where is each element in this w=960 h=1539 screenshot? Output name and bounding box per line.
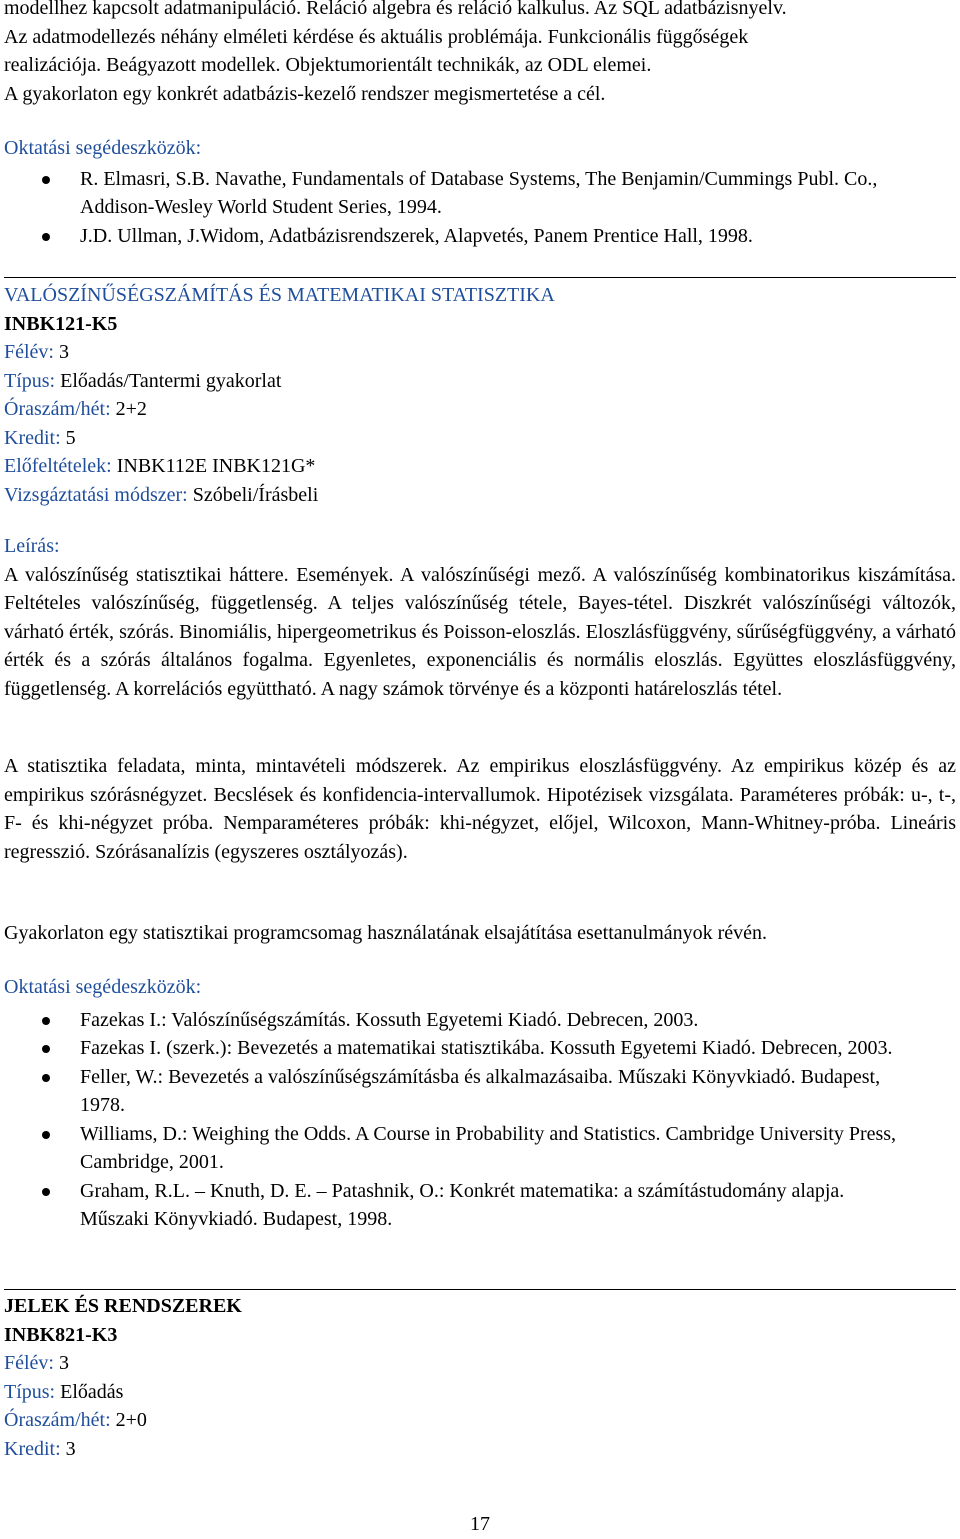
description-paragraph-2 [4,752,956,866]
semester-value: 3 [54,341,69,363]
description-paragraph: A valószínűség statisztikai háttere. Események. A valószínűségi mező. A valószínűség kombinatorikus kiszámítása. Feltételes valószínűség, függetlenség. A teljes valószínűség tétele, Bayes-tétel. Diszkrét valószínűségi változók, várható érték, szórás. Binomiális, hipergeometrikus és Poisson-eloszlás. Eloszlásfüggvény, sűrűségfüggvény, a várható érték és a szórás általános fogalma. Egyenletes, exponenciális és normális eloszlás. Együttes eloszlásfüggvény, függetlenség. A korrelációs együttható. A nagy számok törvénye és a központi határeloszlás tétel. [4,563,956,700]
course-title: JELEK ÉS RENDSZEREK [4,1295,242,1317]
semester-row [4,1349,956,1378]
description-section [4,532,956,703]
hours-row [4,395,956,424]
type-label: Típus: [4,369,56,392]
credit-label: Kredit: [4,426,61,449]
hours-value: 2+0 [110,1409,147,1431]
type-row [4,1378,956,1407]
section-divider [4,1289,956,1290]
course-header-2 [4,1292,956,1463]
credit-label: Kredit: [4,1437,61,1460]
exam-row [4,481,956,510]
semester-row [4,338,956,367]
tools-section-1 [4,134,956,250]
type-value: Előadás/Tantermi gyakorlat [55,369,282,392]
reference-item: Feller, W.: Bevezetés a valószínűségszámításba és alkalmazásaiba. Műszaki Könyvkiadó. Budapest, 1978. [4,1063,916,1120]
section-divider [4,277,956,278]
reference-item: Graham, R.L. – Knuth, D. E. – Patashnik, O.: Konkrét matematika: a számítástudomány alapja. Műszaki Könyvkiadó. Budapest, 1998. [4,1177,916,1234]
prereq-row [4,452,956,481]
intro-line: realizációja. Beágyazott modellek. Objektumorientált technikák, az ODL elemei. [4,54,652,76]
course-code: INBK821-K3 [4,1323,118,1346]
credit-row [4,424,956,453]
hours-row [4,1406,956,1435]
intro-line: A gyakorlaton egy konkrét adatbázis-kezelő rendszer megismertetése a cél. [4,82,606,105]
credit-value: 3 [60,1437,76,1460]
prereq-value: INBK112E INBK121G* [111,455,316,477]
reference-item: R. Elmasri, S.B. Navathe, Fundamentals of Database Systems, The Benjamin/Cummings Publ. Co., Addison-Wesley World Student Series, 1994. [4,165,956,222]
description-paragraph-3 [4,919,956,948]
reference-item: Williams, D.: Weighing the Odds. A Course in Probability and Statistics. Cambridge University Press, Cambridge, 2001. [4,1120,916,1177]
intro-text [4,0,956,108]
hours-label: Óraszám/hét: [4,1409,111,1431]
prereq-label: Előfeltételek: [4,455,112,477]
hours-label: Óraszám/hét: [4,398,111,420]
type-value: Előadás [55,1380,124,1403]
reference-item: Fazekas I. (szerk.): Bevezetés a matematikai statisztikába. Kossuth Egyetemi Kiadó. Debrecen, 2003. [4,1034,916,1063]
reference-list [4,165,956,251]
credit-value: 5 [60,426,76,449]
hours-value: 2+2 [110,398,147,420]
reference-list [4,1006,956,1234]
intro-line: Az adatmodellezés néhány elméleti kérdése és aktuális problémája. Funkcionális függőségek [4,25,749,48]
exam-value: Szóbeli/Írásbeli [187,483,319,506]
type-row [4,367,956,396]
course-code: INBK121-K5 [4,312,118,335]
exam-label: Vizsgáztatási módszer: [4,483,188,506]
tools-section-2 [4,973,956,1234]
type-label: Típus: [4,1380,56,1403]
semester-label: Félév: [4,1352,54,1374]
semester-value: 3 [54,1352,69,1374]
intro-line: modellhez kapcsolt adatmanipuláció. Reláció algebra és reláció kalkulus. Az SQL adatbázisnyelv. [4,0,787,19]
course-title: VALÓSZÍNŰSÉGSZÁMÍTÁS ÉS MATEMATIKAI STATISZTIKA [4,284,555,306]
semester-label: Félév: [4,341,54,363]
reference-item: Fazekas I.: Valószínűségszámítás. Kossuth Egyetemi Kiadó. Debrecen, 2003. [4,1006,916,1035]
credit-row [4,1435,956,1464]
description-paragraph: Gyakorlaton egy statisztikai programcsomag használatának elsajátítása esettanulmányok révén. [4,922,768,944]
tools-heading: Oktatási segédeszközök: [4,976,202,998]
description-label: Leírás: [4,535,60,557]
tools-heading: Oktatási segédeszközök: [4,137,202,159]
reference-item: J.D. Ullman, J.Widom, Adatbázisrendszerek, Alapvetés, Panem Prentice Hall, 1998. [4,222,956,251]
course-header [4,281,956,509]
page-number: 17 [470,1513,490,1535]
description-paragraph: A statisztika feladata, minta, mintavételi módszerek. Az empirikus eloszlásfüggvény. Az empirikus közép és az empirikus szórásnégyzet. Becslések és konfidencia-intervallumok. Hipotézisek vizsgálata. Paraméteres próbák: u-, t-, F- és khi-négyzet próba. Nemparaméteres próbák: khi-négyzet, előjel, Wilcoxon, Mann-Whitney-próba. Lineáris regresszió. Szórásanalízis (egyszeres osztályozás). [4,755,956,863]
